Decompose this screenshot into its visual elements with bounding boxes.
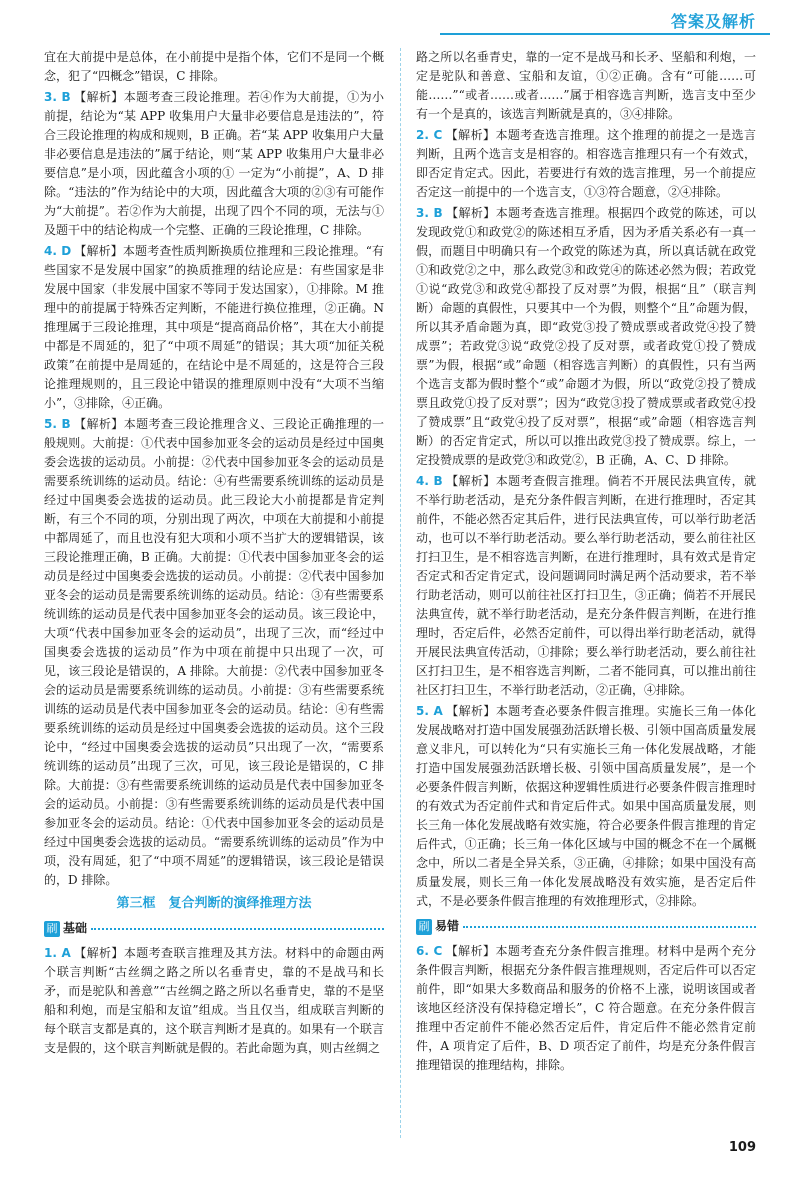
- answer-text: 【解析】本题考查假言推理。倘若不开展民法典宣传，就不举行助老活动，是充分条件假言判断，在进行推理时，否定其前件，不能必然否定其后件，进行民法典宣传，可以举行助老活动，也可以不举行助老活动。要么举行助老活动，要么前往社区打扫卫生，是不相容选言判断，在进行推理时，具有效式是肯定否定式和否定肯定式，设问题调同时满足两个活动要求，若不举行助老活动，则可以前往社区打扫卫生，③正确；倘若不开展民法典宣传，就不举行助老活动，是充分条件假言判断，在进行推理时，否定后件，必然否定前件，可以得出举行助老活动，就得开展民法典宣传活动，①排除；要么举行助老活动，要么前往社区打扫卫生，是不相容选言判断，二者不能同真，可以推出前往社区打扫卫生，不举行助老活动，②正确，④排除。: [416, 474, 756, 697]
- answer-item: [44, 88, 384, 240]
- answer-text: 【解析】本题考查充分条件假言推理。材料中是两个充分条件假言判断，根据充分条件假言推理规则，否定后件可以否定前件，即“如果大多数商品和服务的价格不上涨，说明该国或者该地区经济没有保持稳定增长”，C 符合题意。在充分条件假言推理中否定前件不能必然否定后件，肯定后件不能必然肯定前件，A 项肯定了后件，B、D 项否定了前件，均是充分条件假言推理错误的推理结构，排除。: [416, 944, 756, 1072]
- answer-number: 5. B: [44, 417, 71, 431]
- dotted-divider: [91, 928, 384, 930]
- answer-number: 5. A: [416, 704, 443, 718]
- answer-item: [416, 942, 756, 1075]
- page-header: [0, 0, 800, 40]
- answer-text: 【解析】本题考查性质判断换质位推理和三段论推理。“有些国家不是发展中国家”的换质推理的结论应是：有些国家是非发展中国家（非发展中国家不等同于发达国家），①排除。M 推理中的前提属于特殊否定判断，不能进行换位推理，②正确。N 推理属于三段论推理，其中项是“提高商品价格”，其在大小前提中都是不周延的，犯了“中项不周延”的错误；其大项“加征关税政策”在前提中是周延的，在结论中是不周延的，这是符合三段论推理规则的，且三段论中错误的推理原则中没有“大项不当缩小”，③排除，④正确。: [44, 244, 384, 410]
- answer-text: 【解析】本题考查三段论推理。若④作为大前提，①为小前提，结论为“某 APP 收集用户大量非必要信息是违法的”，符合三段论推理的构成和规则，B 正确。若“某 APP 收集用户大量非必要信息是违法的”属于结论，则“某 APP 收集用户大量非必要信息”是小项，因此蕴含小项的① 一定为“小前提”，A、D 排除。“违法的”作为结论中的大项，因此蕴含大项的②③有可能作为“大前提”。若②作为大前提，出现了四个不同的项，无法与①及题干中的结论构成一个完整、正确的三段论推理，C 排除。: [44, 90, 384, 237]
- answer-item: [416, 702, 756, 911]
- answer-number: 4. D: [44, 244, 72, 258]
- section-title: 第三框 复合判断的演绎推理方法: [116, 896, 312, 911]
- answer-number: 2. C: [416, 128, 443, 142]
- answer-item: [416, 126, 756, 202]
- continued-paragraph: 宜在大前提中是总体，在小前提中是指个体，它们不是同一个概念，犯了“四概念”错误，C 排除。: [44, 50, 384, 83]
- answer-item: [44, 944, 384, 1058]
- continued-paragraph: 路之所以名垂青史，靠的一定不是战马和长矛、坚船和利炮，一定是驼队和善意、宝船和友谊，①②正确。含有“可能……可能……”“或者……或者……”属于相容选言判断，选言支中至少有一个是真的，该选言判断就是真的，③④排除。: [416, 50, 756, 121]
- answer-number: 1. A: [44, 946, 71, 960]
- answer-item: [44, 242, 384, 413]
- answer-text: 【解析】本题考查联言推理及其方法。材料中的命题由两个联言判断“古丝绸之路之所以名垂青史，靠的不是战马和长矛，而是驼队和善意”“古丝绸之路之所以名垂青史，靠的不是坚船和利炮，而是宝船和友谊”组成。当且仅当，组成联言判断的每个联言支都是真的，这个联言判断才是真的。如果有一个联言支是假的，这个联言判断就是假的。若此命题为真，则古丝绸之: [44, 946, 384, 1055]
- page-number: 109: [728, 1140, 756, 1155]
- answer-text: 【解析】本题考查三段论推理含义、三段论正确推理的一般规则。大前提：①代表中国参加亚冬会的运动员是经过中国奥委会选拔的运动员。小前提：②代表中国参加亚冬会的运动员是需要系统训练的运动员。结论：④有些需要系统训练的运动员是经过中国奥委会选拔的运动员。此三段论大小前提都是肯定判断，有三个不同的项，分别出现了两次，中项在大前提和小前提中都周延了，而且也没有犯大项和小项不当扩大的逻辑错误，该三段论推理正确，B 正确。大前提：①代表中国参加亚冬会的运动员是经过中国奥委会选拔的运动员。小前提：②代表中国参加亚冬会的运动员是需要系统训练的运动员。结论：③有些需要系统训练的运动员是代表中国参加亚冬会的运动员。该三段论中，大项“代表中国参加亚冬会的运动员”，出现了三次，而“经过中国奥委会选拔的运动员”作为中项在前提中只出现了一次，可见，该三段论是错误的，A 排除。大前提：②代表中国参加亚冬会的运动员是需要系统训练的运动员。小前提：③有些需要系统训练的运动员是代表中国参加亚冬会的运动员。结论：④有些需要系统训练的运动员是经过中国奥委会选拔的运动员。这个三段论中，“经过中国奥委会选拔的运动员”只出现了一次，“需要系统训练的运动员”出现了三次，可见，该三段论是错误的，C 排除。大前提：③有些需要系统训练的运动员是代表中国参加亚冬会的运动员。小前提：③有些需要系统训练的运动员是代表中国参加亚冬会的运动员。结论：①代表中国参加亚冬会的运动员是经过中国奥委会选拔的运动员。“需要系统训练的运动员”作为中项，没有周延，犯了“中项不周延”的逻辑错误，该三段论是错误的，D 排除。: [44, 417, 384, 887]
- answer-text: 【解析】本题考查必要条件假言推理。实施长三角一体化发展战略对打造中国发展强劲活跃增长极、引领中国高质量发展意义非凡，可以转化为“只有实施长三角一体化发展战略，才能打造中国发展强劲活跃增长极、引领中国高质量发展”，是一个必要条件假言判断，依据这种逻辑性质进行必要条件假言推理时的有效式为否定前件式和肯定后件式。如果中国高质量发展，则长三角一体化发展战略有效实施，符合必要条件假言推理的肯定后件式，①正确；长三角一体化区域与中国的概念不在一个属概念中，所以二者是全异关系，③正确，④排除；如果中国没有高质量发展，则长三角一体化发展战略没有效实施，是否定后件式，不是必要条件假言推理的有效推理形式，②排除。: [416, 704, 756, 908]
- answer-item: [44, 415, 384, 890]
- answer-item: [416, 204, 756, 470]
- left-column: [44, 48, 384, 1138]
- brush-icon: 刷: [416, 919, 432, 935]
- answer-text: 【解析】本题考查选言推理。根据四个政党的陈述，可以发现政党①和政党②的陈述相互矛盾，因为矛盾关系必有一真一假，而题目中明确只有一个政党的陈述为真，所以真话就在政党①和政党②之中，那么政党③和政党④的陈述必然为假；若政党①说“政党③和政党④都投了反对票”为假，根据“且”（联言判断）命题的真假性，只要其中一个为假，则整个“且”命题为假，所以其矛盾命题为真，即“政党③投了赞成票或者政党④投了赞成票”；若政党③说“政党②投了反对票，或者政党①投了赞成票”为假，根据“或”命题（相容选言判断）的真假性，只有当两个选言支都为假时整个“或”命题才为假，所以“政党②投了赞成票且政党①投了反对票”；因为“政党③投了赞成票或者政党④投了赞成票”且“政党④投了反对票”，根据“或”命题（相容选言判断）的否定肯定式，所以可以推出政党③投了赞成票。综上，一定投赞成票的是政党③和政党②，B 正确，A、C、D 排除。: [416, 206, 756, 467]
- column-divider: [400, 48, 401, 1138]
- right-column: [416, 48, 756, 1138]
- badge-label: 易错: [435, 919, 460, 933]
- section-badge-error-prone: [416, 917, 756, 936]
- header-rule: [440, 33, 770, 35]
- answer-item: [416, 472, 756, 700]
- badge-label: 基础: [63, 921, 88, 935]
- answer-number: 3. B: [416, 206, 443, 220]
- dotted-divider: [463, 926, 756, 928]
- answer-number: 6. C: [416, 944, 443, 958]
- header-title: 答案及解析: [670, 12, 756, 31]
- answer-number: 3. B: [44, 90, 71, 104]
- answer-text: 【解析】本题考查选言推理。这个推理的前提之一是选言判断，且两个选言支是相容的。相容选言推理只有一个有效式，即否定肯定式。因此，若要进行有效的选言推理，另一个前提应否定这一前提中的一个选言支，①③符合题意，②④排除。: [416, 128, 756, 199]
- brush-icon: 刷: [44, 921, 60, 937]
- section-badge-basic: [44, 919, 384, 938]
- answer-number: 4. B: [416, 474, 443, 488]
